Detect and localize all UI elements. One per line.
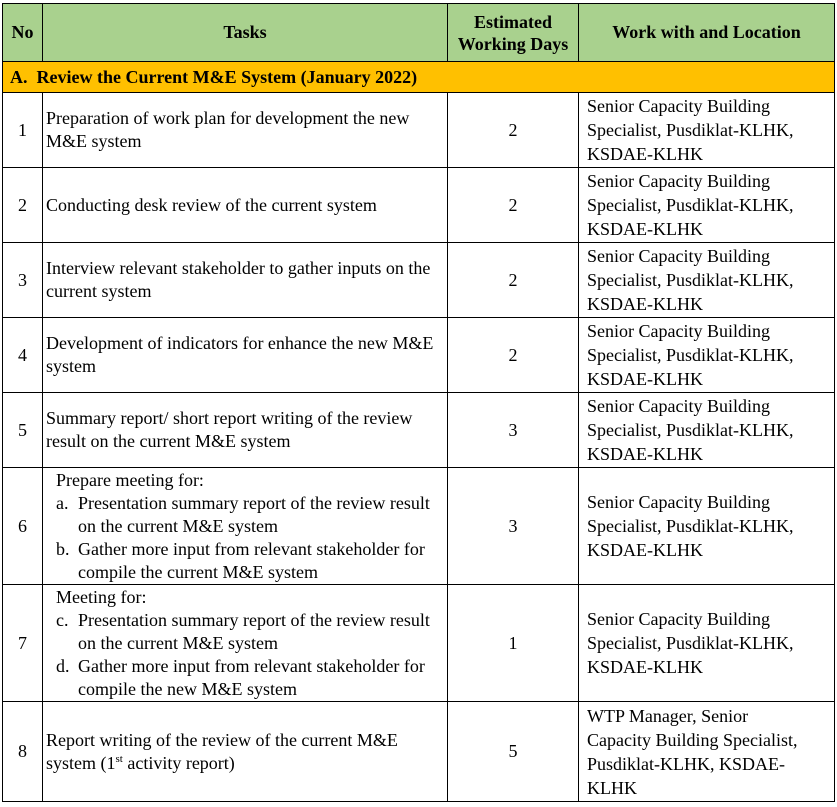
task-cell [43,702,448,802]
days-cell: 5 [448,702,579,802]
location-line: Specialist, Pusdiklat-KLHK, [587,195,794,215]
location-line: KSDAE-KLHK [587,540,703,560]
list-item [46,609,445,655]
header-days-line1: Estimated [474,11,552,32]
location-line: Pusdiklat-KLHK, KSDAE- [587,753,785,774]
task-cell [43,585,448,702]
header-days-line2: Working Days [457,33,569,54]
days-cell: 3 [448,468,579,585]
task-cell: Conducting desk review of the current system [43,168,448,243]
row-number: 6 [3,468,43,585]
location-line: KSDAE-KLHK [587,657,703,677]
header-row [3,4,835,62]
location-line: Senior Capacity Building [587,171,770,191]
table-row [3,702,835,802]
location-cell [579,318,835,393]
list-marker: a. [56,492,69,513]
location-cell [579,468,835,585]
section-title: Review the Current M&E System (January 2022) [36,66,418,87]
task-cell: Interview relevant stakeholder to gather inputs on the current system [43,243,448,318]
location-line: KSDAE-KLHK [587,219,703,239]
task-text-end: activity report) [122,752,235,773]
work-plan-table [2,3,835,802]
location-cell [579,93,835,168]
location-line: KSDAE-KLHK [587,444,703,464]
location-line: KLHK [587,777,637,798]
row-number: 7 [3,585,43,702]
section-row [3,62,835,93]
list-item [46,655,445,701]
location-line: KSDAE-KLHK [587,294,703,314]
header-days [448,4,579,62]
location-line: Senior Capacity Building [587,96,770,116]
location-line: Specialist, Pusdiklat-KLHK, [587,345,794,365]
header-no: No [3,4,43,62]
header-tasks: Tasks [43,4,448,62]
list-text: Gather more input from relevant stakeholder for compile the current M&E system [78,538,425,582]
table-row [3,468,835,585]
location-line: Senior Capacity Building [587,246,770,266]
list-marker: d. [56,655,70,676]
row-number: 2 [3,168,43,243]
list-text: Presentation summary report of the review result on the current M&E system [78,609,430,653]
task-intro: Prepare meeting for: [56,469,204,490]
row-number: 1 [3,93,43,168]
table-row [3,93,835,168]
table-row [3,393,835,468]
days-cell: 2 [448,93,579,168]
list-marker: b. [56,538,70,559]
task-intro: Meeting for: [56,586,147,607]
days-cell: 2 [448,318,579,393]
location-cell [579,585,835,702]
location-line: WTP Manager, Senior [587,705,749,726]
row-number: 3 [3,243,43,318]
list-text: Gather more input from relevant stakeholder for compile the new M&E system [78,655,425,699]
task-cell: Preparation of work plan for development the new M&E system [43,93,448,168]
section-marker: A. [10,66,28,87]
header-location: Work with and Location [579,4,835,62]
location-line: Senior Capacity Building [587,492,770,512]
location-line: Specialist, Pusdiklat-KLHK, [587,120,794,140]
table-row [3,585,835,702]
location-line: Specialist, Pusdiklat-KLHK, [587,420,794,440]
row-number: 4 [3,318,43,393]
location-line: Capacity Building Specialist, [587,729,798,750]
days-cell: 2 [448,168,579,243]
task-cell: Summary report/ short report writing of the review result on the current M&E system [43,393,448,468]
task-text: Report writing of the review of the current M&E system (1 [46,729,398,773]
location-line: Specialist, Pusdiklat-KLHK, [587,270,794,290]
table-row [3,243,835,318]
row-number: 5 [3,393,43,468]
location-cell [579,243,835,318]
location-line: Senior Capacity Building [587,609,770,629]
location-line: Senior Capacity Building [587,321,770,341]
days-cell: 3 [448,393,579,468]
location-line: Specialist, Pusdiklat-KLHK, [587,633,794,653]
location-line: Senior Capacity Building [587,396,770,416]
table-row [3,318,835,393]
location-cell [579,702,835,802]
days-cell: 1 [448,585,579,702]
superscript-st: st [115,752,123,765]
days-cell: 2 [448,243,579,318]
task-cell: Development of indicators for enhance the new M&E system [43,318,448,393]
list-item [46,538,445,584]
table-row [3,168,835,243]
location-cell [579,168,835,243]
list-text: Presentation summary report of the review result on the current M&E system [78,492,430,536]
location-line: KSDAE-KLHK [587,144,703,164]
row-number: 8 [3,702,43,802]
location-cell [579,393,835,468]
location-line: Specialist, Pusdiklat-KLHK, [587,516,794,536]
list-marker: c. [56,609,69,630]
location-line: KSDAE-KLHK [587,369,703,389]
task-cell [43,468,448,585]
list-item [46,492,445,538]
section-heading [3,62,835,93]
